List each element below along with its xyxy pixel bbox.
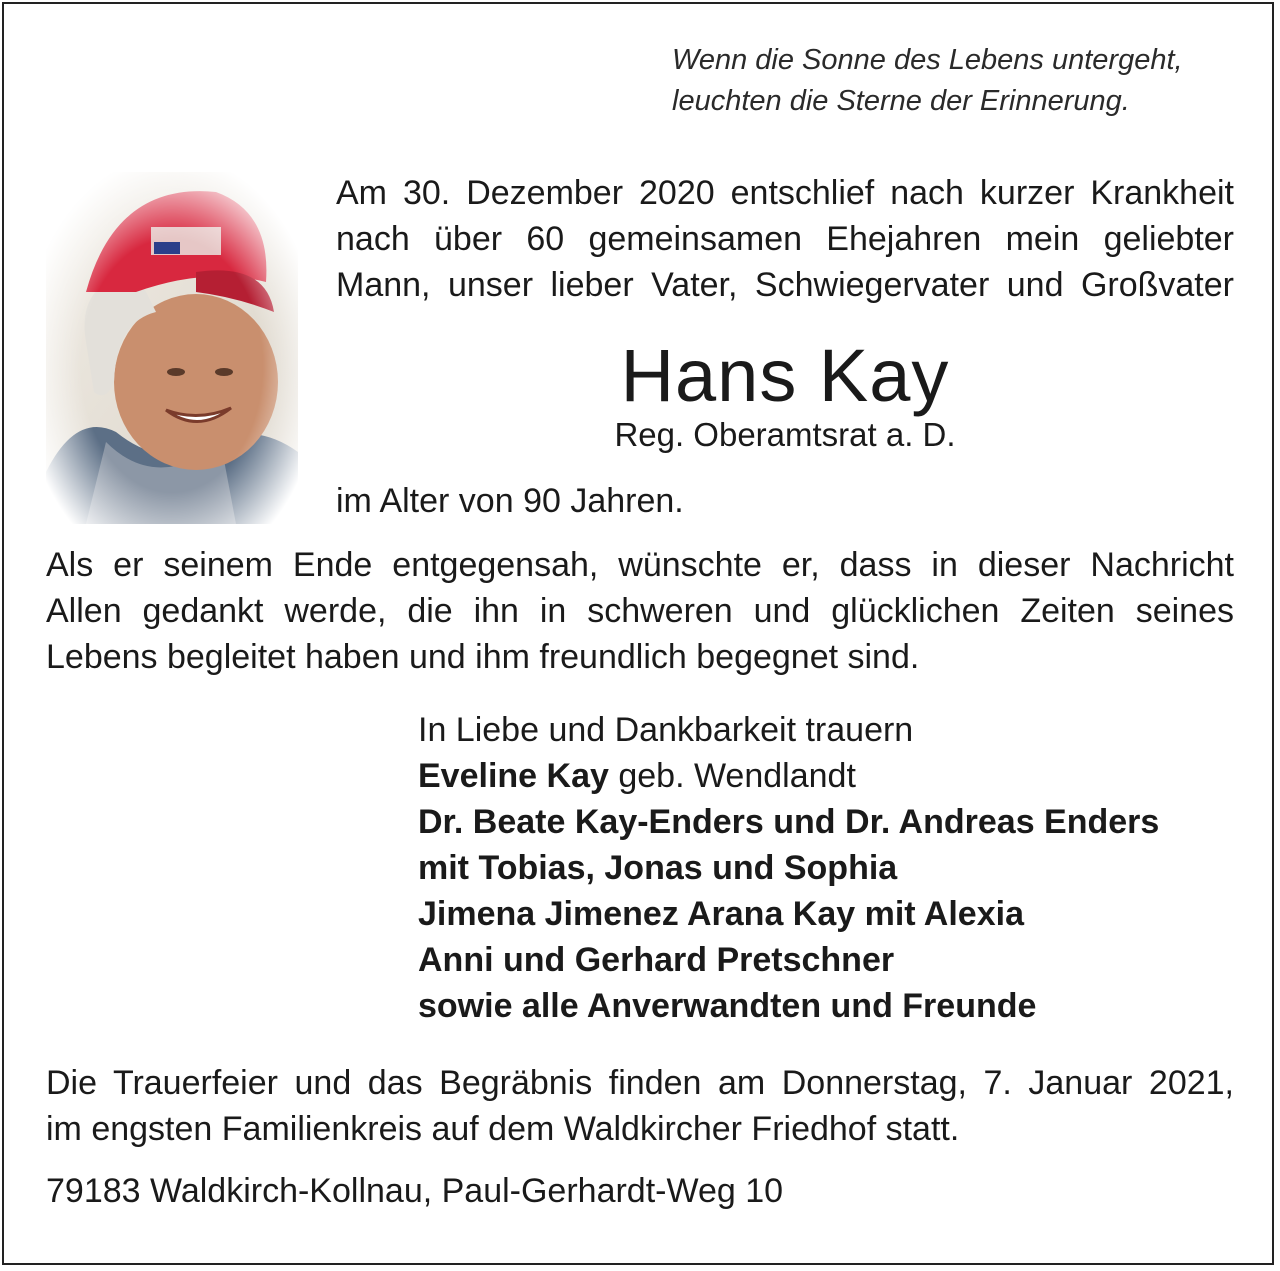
deceased-title: Reg. Oberamtsrat a. D. xyxy=(614,416,956,453)
widow-maiden-name: geb. Wendlandt xyxy=(608,757,856,795)
family-address: 79183 Waldkirch-Kollnau, Paul-Gerhardt-Weg 10 xyxy=(46,1172,784,1210)
mourner-line-5: Jimena Jimenez Arana Kay mit Alexia xyxy=(418,895,1024,933)
portrait-photo xyxy=(46,172,298,524)
mourner-line-4: mit Tobias, Jonas und Sophia xyxy=(418,849,898,887)
motto-line-1: Wenn die Sonne des Lebens untergeht, xyxy=(672,44,1183,76)
intro-line-1: Am 30. Dezember 2020 entschlief nach kurzer Krankheit xyxy=(336,174,1234,212)
wish-paragraph xyxy=(46,542,1234,680)
announcement-intro xyxy=(336,170,1234,308)
mourners-intro: In Liebe und Dankbarkeit trauern xyxy=(418,711,914,749)
service-line-1: Die Trauerfeier und das Begräbnis finden am Donnerstag, 7. Januar 2021, xyxy=(46,1064,1234,1102)
wish-line-3: Lebens begleitet haben und ihm freundlich begegnet sind. xyxy=(46,638,920,676)
motto-line-2: leuchten die Sterne der Erinnerung. xyxy=(672,85,1130,117)
wish-line-2: Allen gedankt werde, die ihn in schweren und glücklichen Zeiten seines xyxy=(46,592,1234,630)
deceased-name: Hans Kay xyxy=(620,334,950,417)
service-line-2: im engsten Familienkreis auf dem Waldkircher Friedhof statt. xyxy=(46,1110,960,1148)
motto-quote xyxy=(672,40,1252,122)
intro-line-3: Mann, unser lieber Vater, Schwiegervater und Großvater xyxy=(336,266,1234,304)
deceased-age: im Alter von 90 Jahren. xyxy=(336,482,684,520)
service-details xyxy=(46,1060,1234,1152)
mourners-list xyxy=(418,707,1258,1029)
mourner-line-7: sowie alle Anverwandten und Freunde xyxy=(418,987,1037,1025)
mourner-line-3: Dr. Beate Kay-Enders und Dr. Andreas Enders xyxy=(418,803,1160,841)
intro-line-2: nach über 60 gemeinsamen Ehejahren mein geliebter xyxy=(336,220,1234,258)
mourner-widow xyxy=(418,753,1258,799)
wish-line-1: Als er seinem Ende entgegensah, wünschte er, dass in dieser Nachricht xyxy=(46,546,1234,584)
widow-name: Eveline Kay xyxy=(418,757,609,795)
mourner-line-6: Anni und Gerhard Pretschner xyxy=(418,941,895,979)
